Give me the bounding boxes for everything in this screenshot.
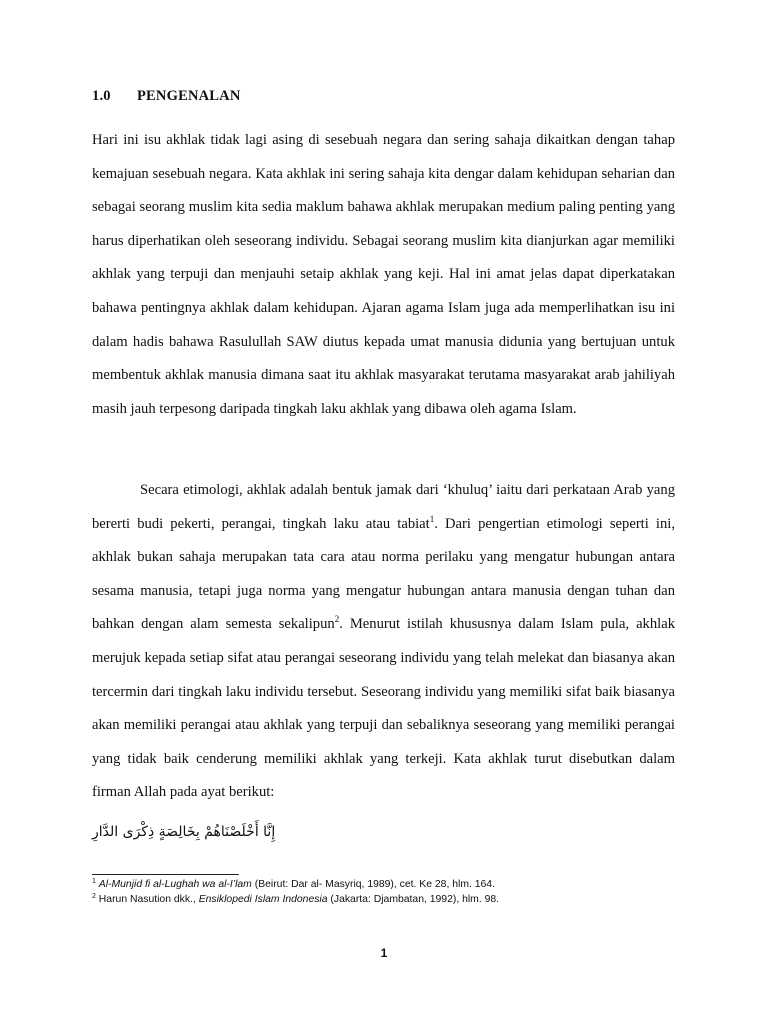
footnote-1-number: 1 xyxy=(92,878,96,885)
footnote-1-title: Al-Munjid fi al-Lughah wa al-I’lam xyxy=(98,879,252,890)
page-number: 1 xyxy=(380,946,388,960)
footnote-2-number: 2 xyxy=(92,893,96,900)
footnote-ref-1: 1 xyxy=(429,513,435,524)
footnote-2-author: Harun Nasution dkk., xyxy=(98,894,199,905)
section-number: 1.0 xyxy=(92,88,111,104)
arabic-verse: إِنَّا أَخْلَصْنَاهُمْ بِخَالِصَةٍ ذِكْرَى الدَّارِ xyxy=(92,824,276,840)
paragraph-2-part-1: Secara etimologi, akhlak adalah bentuk jamak dari ‘khuluq’ iaitu dari perkataan Arab yang bererti budi pekerti, perangai, tingkah laku atau tabiat xyxy=(92,482,675,532)
paragraph-2-part-3: . Menurut istilah khususnya dalam Islam pula, akhlak merujuk kepada setiap sifat atau perangai seseorang individu yang telah melekat dan biasanya akan tercermin dari tingkah laku individu tersebut. Seseorang individu yang memiliki sifat baik biasanya akan memiliki perangai atau akhlak yang terpuji dan sebaliknya seseorang yang memiliki perangai yang tidak baik cenderung memiliki akhlak yang terkeji. Kata akhlak turut disebutkan dalam firman Allah pada ayat berikut: xyxy=(92,616,675,801)
footnote-2 xyxy=(92,893,499,907)
footnote-1 xyxy=(92,878,495,892)
section-heading xyxy=(92,88,241,105)
paragraph-1: Hari ini isu akhlak tidak lagi asing di sesebuah negara dan sering sahaja dikaitkan dengan tahap kemajuan sesebuah negara. Kata akhlak ini sering sahaja kita dengar dalam kehidupan seharian dan sebagai seorang muslim kita sedia maklum bahawa akhlak merupakan medium paling penting yang harus diperhatikan oleh seseorang individu. Sebagai seorang muslim kita dianjurkan agar memiliki akhlak yang terpuji dan menjauhi setaip akhlak yang keji. Hal ini amat jelas dapat diperkatakan bahawa pentingnya akhlak dalam kehidupan. Ajaran agama Islam juga ada memperlihatkan isu ini dalam hadis bahawa Rasulullah SAW diutus kepada umat manusia didunia yang bertujuan untuk membentuk akhlak manusia dimana saat itu akhlak masyarakat terutama masyarakat arab jahiliyah masih jauh terpesong daripada tingkah laku akhlak yang dibawa oleh agama Islam. xyxy=(92,132,675,417)
footnote-2-details: (Jakarta: Djambatan, 1992), hlm. 98. xyxy=(327,894,500,905)
footnote-2-title: Ensiklopedi Islam Indonesia xyxy=(198,894,328,905)
footnote-ref-2: 2 xyxy=(334,614,340,625)
footnote-separator xyxy=(92,874,239,875)
paragraph-2-part-2: . Dari pengertian etimologi seperti ini, akhlak bukan sahaja merupakan tata cara atau norma perilaku yang mengatur hubungan antara sesama manusia, tetapi juga norma yang mengatur hubungan antara manusia dengan tuhan dan bahkan dengan alam semesta sekalipun xyxy=(92,515,675,633)
paragraph-2 xyxy=(92,474,675,810)
footnote-1-details: (Beirut: Dar al- Masyriq, 1989), cet. Ke 28, hlm. 164. xyxy=(251,879,495,890)
section-title: PENGENALAN xyxy=(137,88,241,104)
